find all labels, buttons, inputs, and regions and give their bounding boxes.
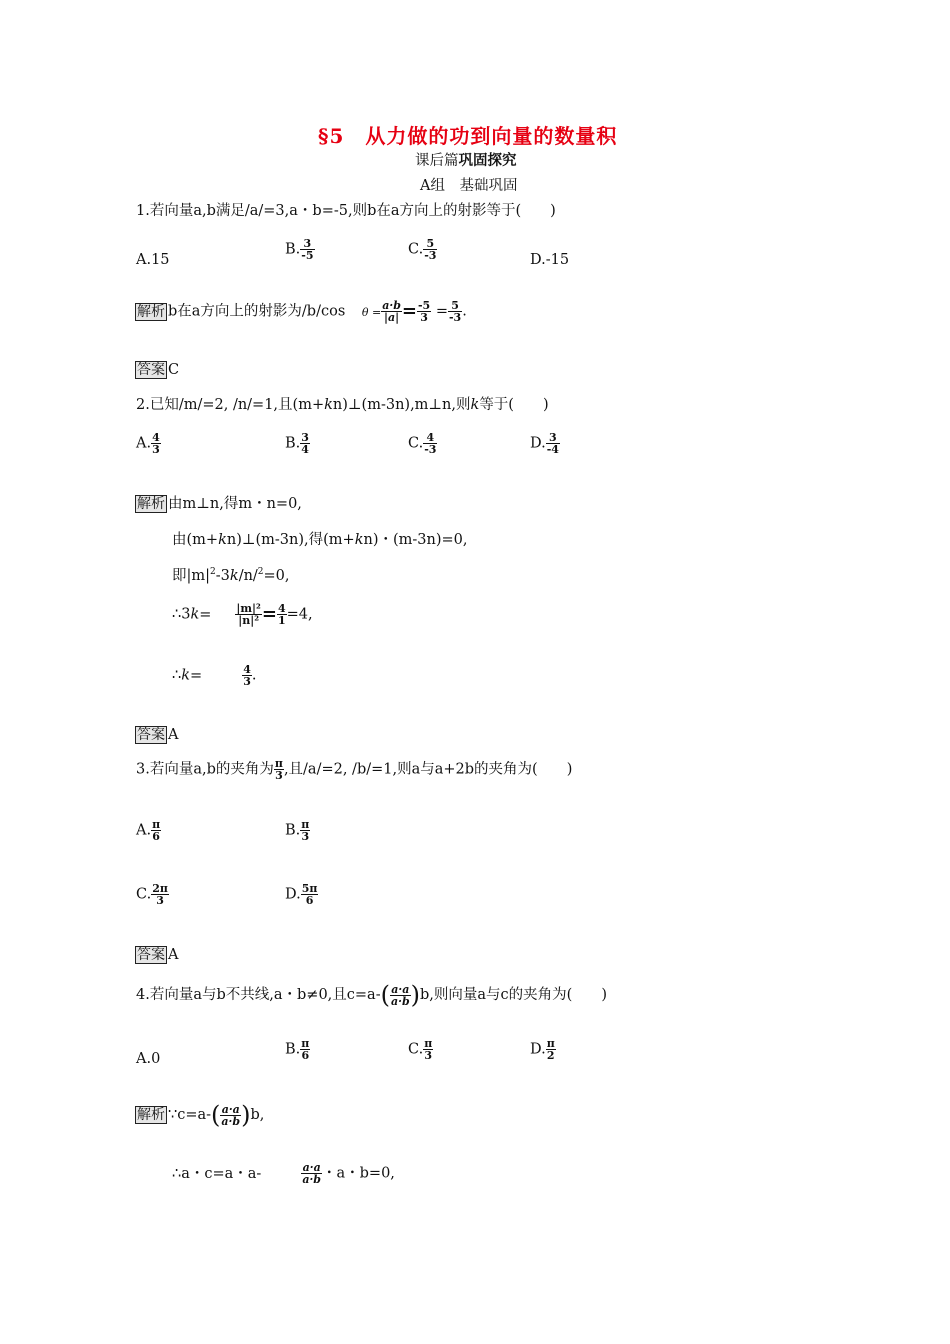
q4-line1-paren-left: ( xyxy=(211,1101,221,1129)
q4-line2-part1: ∴a・c=a・a- xyxy=(172,1165,262,1182)
q1-answer-text: C xyxy=(168,362,180,378)
q3-option-b xyxy=(285,819,310,842)
q1-option-c-fraction: $\frac{5}{-3}$ xyxy=(424,237,437,262)
q2-option-b-label: B. xyxy=(285,435,301,452)
q2-analysis xyxy=(135,495,302,513)
q2-analysis-line5 xyxy=(172,664,256,687)
q2-option-d-label: D. xyxy=(530,435,546,452)
q2-line2-part3: n)・(m-3n)=0, xyxy=(363,532,468,548)
q2-option-c-label: C. xyxy=(408,435,424,452)
q2-line2-k: k xyxy=(218,532,227,548)
q1-theta: θ = xyxy=(361,305,382,319)
q4-analysis-line1-part1: ∵c=a- xyxy=(168,1107,212,1123)
q2-option-c-fraction: $\frac{4}{-3}$ xyxy=(424,431,437,456)
q2-line5-k: k xyxy=(181,667,191,684)
q2-line4-part1: ∴3 xyxy=(172,606,191,623)
q3-option-b-fraction: $\frac{\pi}{3}$ xyxy=(301,818,310,843)
q4-analysis-line2 xyxy=(172,1162,395,1185)
q2-analysis-line3 xyxy=(172,568,290,583)
q4-option-d xyxy=(530,1038,556,1061)
q2-option-d-fraction: $\frac{3}{-4}$ xyxy=(546,431,559,456)
q2-line3-end: =0, xyxy=(263,567,290,584)
q3-option-d-fraction: $\frac{5\pi}{6}$ xyxy=(301,882,318,907)
q2-stem-k2: k xyxy=(470,397,480,413)
q2-line3-sup: 2 xyxy=(210,567,216,577)
q1-analysis xyxy=(135,300,467,323)
q4-option-b-label: B. xyxy=(285,1041,301,1058)
q1-option-b-fraction: $\frac{3}{-5}$ xyxy=(301,237,314,262)
q2-line5-period: . xyxy=(251,667,257,684)
answer-tag: 答案 xyxy=(137,947,165,963)
q3-answer xyxy=(135,946,178,964)
q3-stem-fraction: $\frac{\pi}{3}$ xyxy=(274,757,283,782)
q4-option-c xyxy=(408,1038,433,1061)
q2-analysis-line2 xyxy=(172,533,468,548)
q2-line4-result: =4, xyxy=(286,606,313,623)
q3-option-c-label: C. xyxy=(136,886,152,903)
q4-option-a: A.0 xyxy=(136,1051,161,1067)
q4-option-d-fraction: $\frac{\pi}{2}$ xyxy=(546,1037,555,1062)
q4-option-c-fraction: $\frac{\pi}{3}$ xyxy=(424,1037,433,1062)
q3-option-a xyxy=(136,819,161,842)
page-subtitle xyxy=(415,154,517,169)
q2-option-d xyxy=(530,432,560,455)
q2-line3-part2: -3 xyxy=(215,567,230,584)
q4-stem-part2: b,则向量a与c的夹角为( ) xyxy=(420,987,607,1003)
q3-option-c xyxy=(136,883,169,906)
subtitle-bold: 巩固探究 xyxy=(458,152,517,169)
page-title: §5 从力做的功到向量的数量积 xyxy=(318,124,618,148)
q1-fraction-result: $\frac{5}{-3}$ xyxy=(448,299,462,324)
q2-line3-k: k xyxy=(229,567,239,584)
q3-answer-text: A xyxy=(168,947,179,963)
q1-fraction-ab: $\frac{a\cdot b}{|a|}$ xyxy=(382,299,401,324)
q4-line2-fraction: $\frac{a\cdot a}{a\cdot b}$ xyxy=(302,1161,321,1186)
q2-line4-eq2: = xyxy=(261,603,277,625)
q2-line2-part2: n)⊥(m-3n),得(m+ xyxy=(226,532,355,548)
q1-answer xyxy=(135,361,179,379)
q3-stem-part1: 3.若向量a,b的夹角为 xyxy=(136,761,274,778)
group-heading: A组 基础巩固 xyxy=(420,178,518,194)
q3-option-d-label: D. xyxy=(285,886,301,903)
q2-stem xyxy=(136,398,549,413)
q1-period: . xyxy=(462,303,467,320)
q2-line5-fraction: $\frac{4}{3}$ xyxy=(243,663,251,688)
q1-option-b xyxy=(285,238,315,261)
q2-line4-eq: = xyxy=(199,606,212,623)
q1-option-c-label: C. xyxy=(408,241,424,258)
q2-line3-part3: /n/ xyxy=(238,567,258,584)
q3-option-d xyxy=(285,883,318,906)
q2-line4-fraction1: $\frac{\text{|m|²}}{\text{|n|²}}$ xyxy=(236,602,261,627)
analysis-tag: 解析 xyxy=(137,303,165,320)
q1-option-c xyxy=(408,238,437,261)
q2-option-a xyxy=(136,432,161,455)
q1-option-a: A.15 xyxy=(136,252,170,268)
q4-analysis-line1-part2: b, xyxy=(250,1107,265,1123)
q1-equals-2: = xyxy=(431,303,448,320)
q2-line3-sup2: 2 xyxy=(257,567,264,577)
q2-stem-k: k xyxy=(324,397,333,413)
q3-stem xyxy=(136,758,572,781)
q4-paren-left: ( xyxy=(380,981,390,1009)
q2-stem-part3: 等于( ) xyxy=(479,397,549,413)
analysis-tag: 解析 xyxy=(137,496,165,512)
q4-line2-part2: ・a・b=0, xyxy=(322,1165,395,1182)
answer-tag: 答案 xyxy=(137,727,165,743)
q2-line5-part1: ∴ xyxy=(172,667,182,684)
q2-option-c xyxy=(408,432,437,455)
q4-analysis xyxy=(135,1103,264,1127)
q2-line2-part1: 由(m+ xyxy=(172,532,219,548)
q1-option-b-label: B. xyxy=(285,241,301,258)
q2-answer xyxy=(135,726,178,744)
q2-analysis-line4 xyxy=(172,603,313,626)
q4-line1-fraction: $\frac{a\cdot a}{a\cdot b}$ xyxy=(221,1102,241,1128)
q2-line2-k2: k xyxy=(354,532,364,548)
q2-option-a-fraction: $\frac{4}{3}$ xyxy=(152,431,160,456)
q2-analysis-line1: 由m⊥n,得m・n=0, xyxy=(168,496,302,512)
q1-equals: = xyxy=(401,300,417,322)
q4-option-b-fraction: $\frac{\pi}{6}$ xyxy=(301,1037,310,1062)
q4-option-b xyxy=(285,1038,310,1061)
subtitle-plain: 课后篇 xyxy=(415,153,459,169)
q3-option-a-label: A. xyxy=(136,822,152,839)
q1-stem: 1.若向量a,b满足/a/=3,a・b=-5,则b在a方向上的射影等于( ) xyxy=(136,203,556,219)
q2-stem-part2: n)⊥(m-3n),m⊥n,则 xyxy=(332,397,471,413)
q2-option-b xyxy=(285,432,310,455)
q3-stem-part2: ,且/a/=2, /b/=1,则a与a+2b的夹角为( ) xyxy=(283,761,573,778)
analysis-tag: 解析 xyxy=(137,1107,165,1123)
q4-stem-part1: 4.若向量a与b不共线,a・b≠0,且c=a- xyxy=(136,987,381,1003)
q2-option-b-fraction: $\frac{3}{4}$ xyxy=(301,431,309,456)
q4-stem-fraction: $\frac{a\cdot a}{a\cdot b}$ xyxy=(390,982,410,1008)
q2-stem-part1: 2.已知/m/=2, /n/=1,且(m+ xyxy=(136,397,325,413)
q4-option-d-label: D. xyxy=(530,1041,546,1058)
q2-line3-part1: 即|m| xyxy=(172,567,211,584)
q3-option-b-label: B. xyxy=(285,822,301,839)
q2-option-a-label: A. xyxy=(136,435,152,452)
q1-option-d: D.-15 xyxy=(530,252,570,268)
q1-fraction-neg5: $\frac{-5}{3}$ xyxy=(417,299,431,324)
q2-answer-text: A xyxy=(168,727,179,743)
q3-option-c-fraction: $\frac{2\pi}{3}$ xyxy=(152,882,168,907)
q4-paren-right: ) xyxy=(410,981,421,1009)
q2-line4-fraction2: $\frac{4}{1}$ xyxy=(277,602,286,627)
q3-option-a-fraction: $\frac{\pi}{6}$ xyxy=(152,818,161,843)
q4-stem xyxy=(136,983,607,1007)
q2-line5-eq: = xyxy=(190,667,203,684)
answer-tag: 答案 xyxy=(137,362,165,378)
q1-analysis-text: b在a方向上的射影为/b/cos xyxy=(168,303,346,320)
q4-option-c-label: C. xyxy=(408,1041,424,1058)
q4-line1-paren-right: ) xyxy=(241,1101,251,1129)
q2-line4-k: k xyxy=(190,606,200,623)
